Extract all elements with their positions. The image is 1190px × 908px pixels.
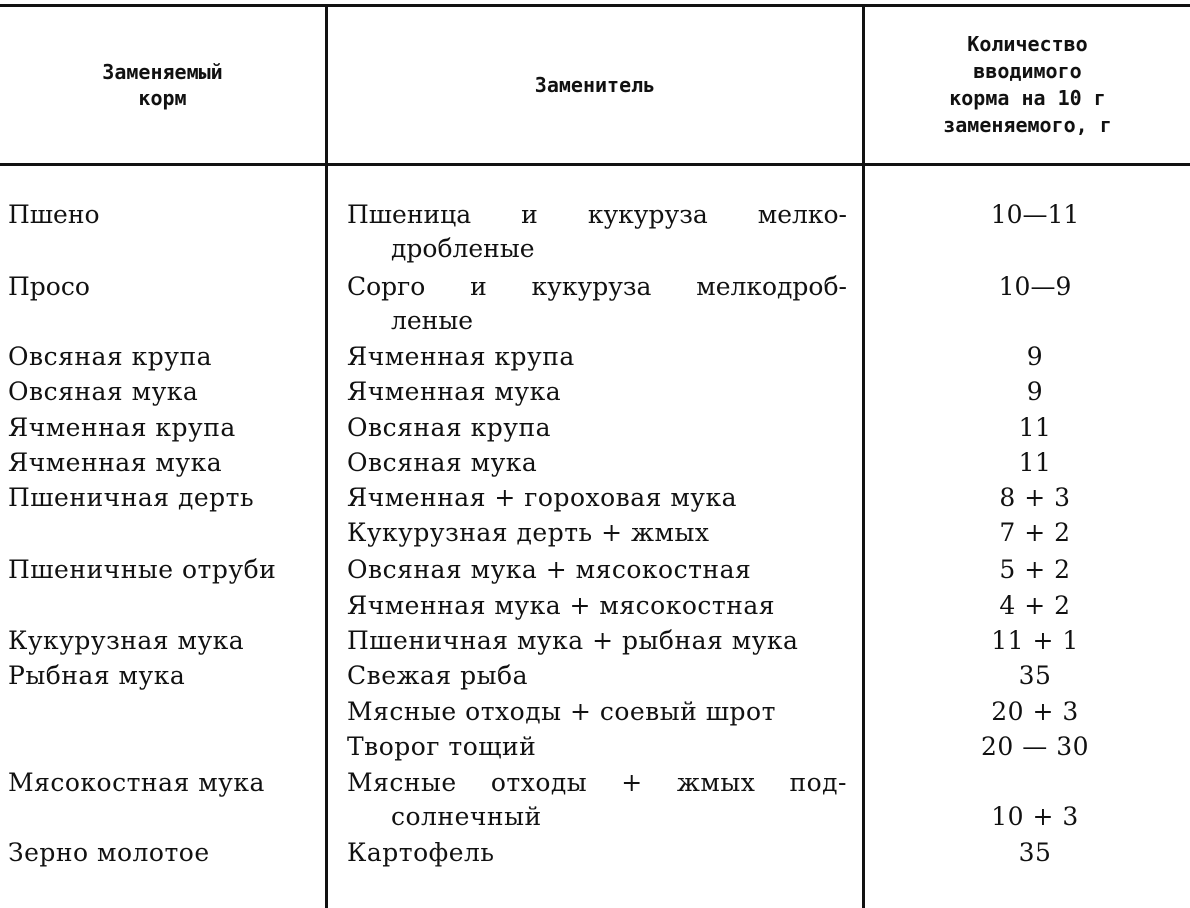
cell-substitute-line: леные (391, 306, 474, 335)
table-row (0, 730, 1190, 764)
cell-substitute-line: Овсяная мука (347, 448, 538, 477)
cell-replaced: Пшеничная дерть (8, 483, 255, 512)
table-row (0, 340, 1190, 374)
cell-substitute-line: Пшеница и кукуруза мелко- (347, 200, 847, 229)
cell-substitute (347, 481, 847, 515)
cell-substitute (347, 375, 847, 409)
cell-substitute-line: Кукурузная дерть + жмых (347, 518, 710, 547)
cell-substitute (347, 589, 847, 623)
table-row (0, 695, 1190, 729)
table-row (0, 375, 1190, 409)
cell-substitute (347, 516, 847, 550)
cell-replaced: Овсяная мука (8, 377, 199, 406)
cell-substitute-line: Ячменная крупа (347, 342, 575, 371)
cell-substitute (347, 198, 847, 266)
cell-replaced: Кукурузная мука (8, 626, 245, 655)
cell-amount: 8 + 3 (999, 483, 1071, 512)
cell-amount: 7 + 2 (999, 518, 1071, 547)
cell-substitute-line: дробленые (391, 234, 535, 263)
cell-substitute-line: Мясные отходы + жмых под- (347, 768, 847, 797)
cell-substitute-line: солнечный (391, 802, 542, 831)
cell-substitute (347, 270, 847, 338)
cell-amount: 20 + 3 (991, 697, 1079, 726)
cell-substitute-line: Мясные отходы + соевый шрот (347, 697, 776, 726)
cell-substitute-line: Картофель (347, 838, 495, 867)
cell-amount: 35 (1018, 661, 1052, 690)
cell-amount: 9 (1026, 377, 1044, 406)
cell-substitute (347, 340, 847, 374)
cell-substitute (347, 411, 847, 445)
cell-substitute-line: Овсяная мука + мясокостная (347, 555, 752, 584)
cell-substitute-line: Пшеничная мука + рыбная мука (347, 626, 799, 655)
cell-substitute (347, 446, 847, 480)
cell-substitute-line: Ячменная мука (347, 377, 562, 406)
cell-substitute (347, 624, 847, 658)
table-row (0, 198, 1190, 266)
header-replaced-feed: Заменяемый корм (102, 60, 223, 110)
table-row (0, 659, 1190, 693)
cell-amount: 20 — 30 (980, 732, 1090, 761)
table-row (0, 766, 1190, 834)
table-row (0, 411, 1190, 445)
cell-amount: 35 (1018, 838, 1052, 867)
cell-replaced: Просо (8, 272, 90, 301)
cell-substitute (347, 730, 847, 764)
cell-replaced: Рыбная мука (8, 661, 186, 690)
cell-substitute-line: Овсяная крупа (347, 413, 552, 442)
cell-substitute-line: Ячменная + гороховая мука (347, 483, 738, 512)
table-row (0, 270, 1190, 338)
cell-amount: 11 + 1 (991, 626, 1079, 655)
table-row (0, 589, 1190, 623)
cell-substitute (347, 553, 847, 587)
table-row (0, 481, 1190, 515)
cell-substitute-line: Сорго и кукуруза мелкодроб- (347, 272, 847, 301)
cell-substitute (347, 695, 847, 729)
cell-amount: 11 (1018, 448, 1052, 477)
table-row (0, 553, 1190, 587)
cell-amount: 4 + 2 (999, 591, 1071, 620)
cell-substitute-line: Ячменная мука + мясокостная (347, 591, 776, 620)
cell-substitute-line: Свежая рыба (347, 661, 528, 690)
cell-replaced: Ячменная крупа (8, 413, 236, 442)
cell-amount: 5 + 2 (999, 555, 1071, 584)
table-row (0, 836, 1190, 870)
cell-substitute (347, 659, 847, 693)
table-row (0, 516, 1190, 550)
cell-amount: 9 (1026, 342, 1044, 371)
cell-amount: 10—9 (998, 272, 1072, 301)
table-row (0, 624, 1190, 658)
cell-replaced: Зерно молотое (8, 838, 210, 867)
cell-replaced: Овсяная крупа (8, 342, 213, 371)
cell-replaced: Ячменная мука (8, 448, 223, 477)
table-header-rule (0, 163, 1190, 166)
header-amount: Количество вводимого корма на 10 г заменяемого, г (943, 32, 1112, 137)
cell-substitute-line: Творог тощий (347, 732, 537, 761)
cell-substitute (347, 766, 847, 834)
cell-amount: 10—11 (990, 200, 1080, 229)
cell-amount: 10 + 3 (991, 802, 1079, 831)
cell-replaced: Пшено (8, 200, 100, 229)
table-row (0, 446, 1190, 480)
header-substitute: Заменитель (534, 73, 656, 97)
cell-replaced: Мясокостная мука (8, 768, 265, 797)
cell-substitute (347, 836, 847, 870)
cell-replaced: Пшеничные отруби (8, 555, 277, 584)
cell-amount: 11 (1018, 413, 1052, 442)
